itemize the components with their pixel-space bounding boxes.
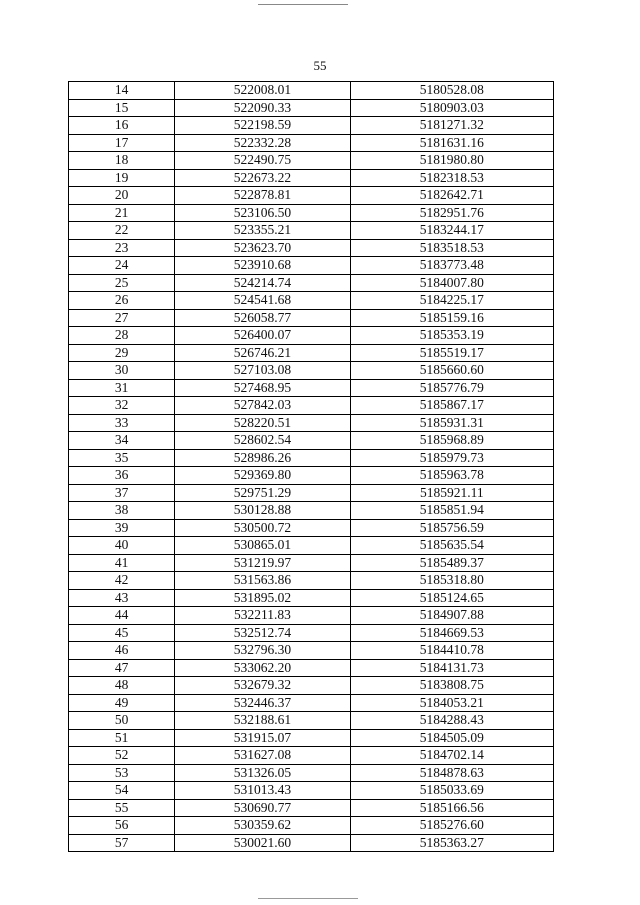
x-coordinate-cell: 523623.70: [175, 239, 350, 257]
point-number-cell: 39: [69, 519, 175, 537]
point-number-cell: 27: [69, 309, 175, 327]
table-row: [69, 327, 554, 345]
x-coordinate-cell: 532512.74: [175, 624, 350, 642]
table-row: [69, 607, 554, 625]
x-coordinate-cell: 522490.75: [175, 152, 350, 170]
point-number-cell: 41: [69, 554, 175, 572]
point-number-cell: 21: [69, 204, 175, 222]
point-number-cell: 37: [69, 484, 175, 502]
y-coordinate-cell: 5184878.63: [350, 764, 553, 782]
point-number-cell: 28: [69, 327, 175, 345]
y-coordinate-cell: 5184669.53: [350, 624, 553, 642]
x-coordinate-cell: 531013.43: [175, 782, 350, 800]
x-coordinate-cell: 531326.05: [175, 764, 350, 782]
x-coordinate-cell: 531915.07: [175, 729, 350, 747]
x-coordinate-cell: 528602.54: [175, 432, 350, 450]
x-coordinate-cell: 527842.03: [175, 397, 350, 415]
y-coordinate-cell: 5185124.65: [350, 589, 553, 607]
table-row: [69, 344, 554, 362]
point-number-cell: 32: [69, 397, 175, 415]
x-coordinate-cell: 522198.59: [175, 117, 350, 135]
table-row: [69, 519, 554, 537]
y-coordinate-cell: 5184225.17: [350, 292, 553, 310]
table-row: [69, 309, 554, 327]
point-number-cell: 26: [69, 292, 175, 310]
table-row: [69, 222, 554, 240]
table-row: [69, 554, 554, 572]
y-coordinate-cell: 5185033.69: [350, 782, 553, 800]
x-coordinate-cell: 530690.77: [175, 799, 350, 817]
x-coordinate-cell: 522673.22: [175, 169, 350, 187]
y-coordinate-cell: 5185931.31: [350, 414, 553, 432]
point-number-cell: 38: [69, 502, 175, 520]
x-coordinate-cell: 531895.02: [175, 589, 350, 607]
y-coordinate-cell: 5184053.21: [350, 694, 553, 712]
y-coordinate-cell: 5185635.54: [350, 537, 553, 555]
point-number-cell: 48: [69, 677, 175, 695]
table-row: [69, 782, 554, 800]
y-coordinate-cell: 5185963.78: [350, 467, 553, 485]
y-coordinate-cell: 5181271.32: [350, 117, 553, 135]
table-row: [69, 677, 554, 695]
table-row: [69, 362, 554, 380]
point-number-cell: 57: [69, 834, 175, 852]
scan-artifact-line: [258, 4, 348, 5]
y-coordinate-cell: 5183808.75: [350, 677, 553, 695]
point-number-cell: 19: [69, 169, 175, 187]
table-row: [69, 537, 554, 555]
y-coordinate-cell: 5185867.17: [350, 397, 553, 415]
point-number-cell: 18: [69, 152, 175, 170]
point-number-cell: 36: [69, 467, 175, 485]
table-row: [69, 589, 554, 607]
point-number-cell: 14: [69, 82, 175, 100]
table-row: [69, 764, 554, 782]
y-coordinate-cell: 5184505.09: [350, 729, 553, 747]
x-coordinate-cell: 532679.32: [175, 677, 350, 695]
point-number-cell: 34: [69, 432, 175, 450]
table-row: [69, 624, 554, 642]
point-number-cell: 51: [69, 729, 175, 747]
point-number-cell: 45: [69, 624, 175, 642]
point-number-cell: 24: [69, 257, 175, 275]
x-coordinate-cell: 522878.81: [175, 187, 350, 205]
y-coordinate-cell: 5183244.17: [350, 222, 553, 240]
x-coordinate-cell: 524214.74: [175, 274, 350, 292]
table-row: [69, 432, 554, 450]
table-row: [69, 257, 554, 275]
y-coordinate-cell: 5185851.94: [350, 502, 553, 520]
point-number-cell: 47: [69, 659, 175, 677]
point-number-cell: 30: [69, 362, 175, 380]
point-number-cell: 17: [69, 134, 175, 152]
x-coordinate-cell: 527103.08: [175, 362, 350, 380]
y-coordinate-cell: 5180903.03: [350, 99, 553, 117]
table-row: [69, 414, 554, 432]
table-row: [69, 747, 554, 765]
point-number-cell: 15: [69, 99, 175, 117]
y-coordinate-cell: 5184702.14: [350, 747, 553, 765]
table-row: [69, 467, 554, 485]
y-coordinate-cell: 5185968.89: [350, 432, 553, 450]
point-number-cell: 52: [69, 747, 175, 765]
table-row: [69, 134, 554, 152]
x-coordinate-cell: 523355.21: [175, 222, 350, 240]
y-coordinate-cell: 5185489.37: [350, 554, 553, 572]
y-coordinate-cell: 5185776.79: [350, 379, 553, 397]
point-number-cell: 16: [69, 117, 175, 135]
point-number-cell: 49: [69, 694, 175, 712]
table-row: [69, 642, 554, 660]
y-coordinate-cell: 5184907.88: [350, 607, 553, 625]
x-coordinate-cell: 532211.83: [175, 607, 350, 625]
y-coordinate-cell: 5185519.17: [350, 344, 553, 362]
x-coordinate-cell: 530865.01: [175, 537, 350, 555]
point-number-cell: 42: [69, 572, 175, 590]
point-number-cell: 55: [69, 799, 175, 817]
y-coordinate-cell: 5184410.78: [350, 642, 553, 660]
x-coordinate-cell: 529751.29: [175, 484, 350, 502]
table-row: [69, 152, 554, 170]
point-number-cell: 22: [69, 222, 175, 240]
table-row: [69, 659, 554, 677]
y-coordinate-cell: 5185166.56: [350, 799, 553, 817]
x-coordinate-cell: 524541.68: [175, 292, 350, 310]
point-number-cell: 23: [69, 239, 175, 257]
point-number-cell: 54: [69, 782, 175, 800]
x-coordinate-cell: 527468.95: [175, 379, 350, 397]
table-row: [69, 484, 554, 502]
point-number-cell: 31: [69, 379, 175, 397]
table-row: [69, 204, 554, 222]
page-number: 55: [313, 58, 327, 73]
coordinates-table: [68, 81, 554, 852]
x-coordinate-cell: 528220.51: [175, 414, 350, 432]
x-coordinate-cell: 532446.37: [175, 694, 350, 712]
table-body: [69, 82, 554, 852]
x-coordinate-cell: 526746.21: [175, 344, 350, 362]
y-coordinate-cell: 5185756.59: [350, 519, 553, 537]
scan-artifact-line: [258, 898, 358, 899]
table-row: [69, 449, 554, 467]
table-row: [69, 99, 554, 117]
x-coordinate-cell: 532796.30: [175, 642, 350, 660]
x-coordinate-cell: 523106.50: [175, 204, 350, 222]
y-coordinate-cell: 5181631.16: [350, 134, 553, 152]
x-coordinate-cell: 530128.88: [175, 502, 350, 520]
x-coordinate-cell: 522008.01: [175, 82, 350, 100]
x-coordinate-cell: 522090.33: [175, 99, 350, 117]
point-number-cell: 43: [69, 589, 175, 607]
y-coordinate-cell: 5180528.08: [350, 82, 553, 100]
table-row: [69, 274, 554, 292]
point-number-cell: 40: [69, 537, 175, 555]
x-coordinate-cell: 530500.72: [175, 519, 350, 537]
x-coordinate-cell: 531627.08: [175, 747, 350, 765]
point-number-cell: 53: [69, 764, 175, 782]
table-row: [69, 817, 554, 835]
point-number-cell: 33: [69, 414, 175, 432]
y-coordinate-cell: 5185318.80: [350, 572, 553, 590]
table-row: [69, 82, 554, 100]
x-coordinate-cell: 530021.60: [175, 834, 350, 852]
y-coordinate-cell: 5185276.60: [350, 817, 553, 835]
y-coordinate-cell: 5185363.27: [350, 834, 553, 852]
y-coordinate-cell: 5183518.53: [350, 239, 553, 257]
table-row: [69, 799, 554, 817]
table-row: [69, 117, 554, 135]
table-row: [69, 694, 554, 712]
x-coordinate-cell: 526400.07: [175, 327, 350, 345]
x-coordinate-cell: 531563.86: [175, 572, 350, 590]
y-coordinate-cell: 5185921.11: [350, 484, 553, 502]
table-row: [69, 187, 554, 205]
point-number-cell: 29: [69, 344, 175, 362]
table-row: [69, 379, 554, 397]
point-number-cell: 20: [69, 187, 175, 205]
y-coordinate-cell: 5184007.80: [350, 274, 553, 292]
point-number-cell: 46: [69, 642, 175, 660]
y-coordinate-cell: 5185159.16: [350, 309, 553, 327]
y-coordinate-cell: 5185979.73: [350, 449, 553, 467]
y-coordinate-cell: 5182951.76: [350, 204, 553, 222]
y-coordinate-cell: 5185353.19: [350, 327, 553, 345]
x-coordinate-cell: 523910.68: [175, 257, 350, 275]
x-coordinate-cell: 533062.20: [175, 659, 350, 677]
table-row: [69, 292, 554, 310]
table-row: [69, 169, 554, 187]
x-coordinate-cell: 522332.28: [175, 134, 350, 152]
point-number-cell: 35: [69, 449, 175, 467]
point-number-cell: 44: [69, 607, 175, 625]
table-row: [69, 712, 554, 730]
y-coordinate-cell: 5184131.73: [350, 659, 553, 677]
point-number-cell: 56: [69, 817, 175, 835]
x-coordinate-cell: 530359.62: [175, 817, 350, 835]
table-row: [69, 502, 554, 520]
y-coordinate-cell: 5183773.48: [350, 257, 553, 275]
x-coordinate-cell: 532188.61: [175, 712, 350, 730]
y-coordinate-cell: 5182318.53: [350, 169, 553, 187]
point-number-cell: 50: [69, 712, 175, 730]
x-coordinate-cell: 528986.26: [175, 449, 350, 467]
y-coordinate-cell: 5182642.71: [350, 187, 553, 205]
table-row: [69, 239, 554, 257]
table-row: [69, 834, 554, 852]
y-coordinate-cell: 5184288.43: [350, 712, 553, 730]
table-row: [69, 572, 554, 590]
table-row: [69, 729, 554, 747]
point-number-cell: 25: [69, 274, 175, 292]
y-coordinate-cell: 5185660.60: [350, 362, 553, 380]
y-coordinate-cell: 5181980.80: [350, 152, 553, 170]
x-coordinate-cell: 531219.97: [175, 554, 350, 572]
x-coordinate-cell: 526058.77: [175, 309, 350, 327]
x-coordinate-cell: 529369.80: [175, 467, 350, 485]
table-row: [69, 397, 554, 415]
